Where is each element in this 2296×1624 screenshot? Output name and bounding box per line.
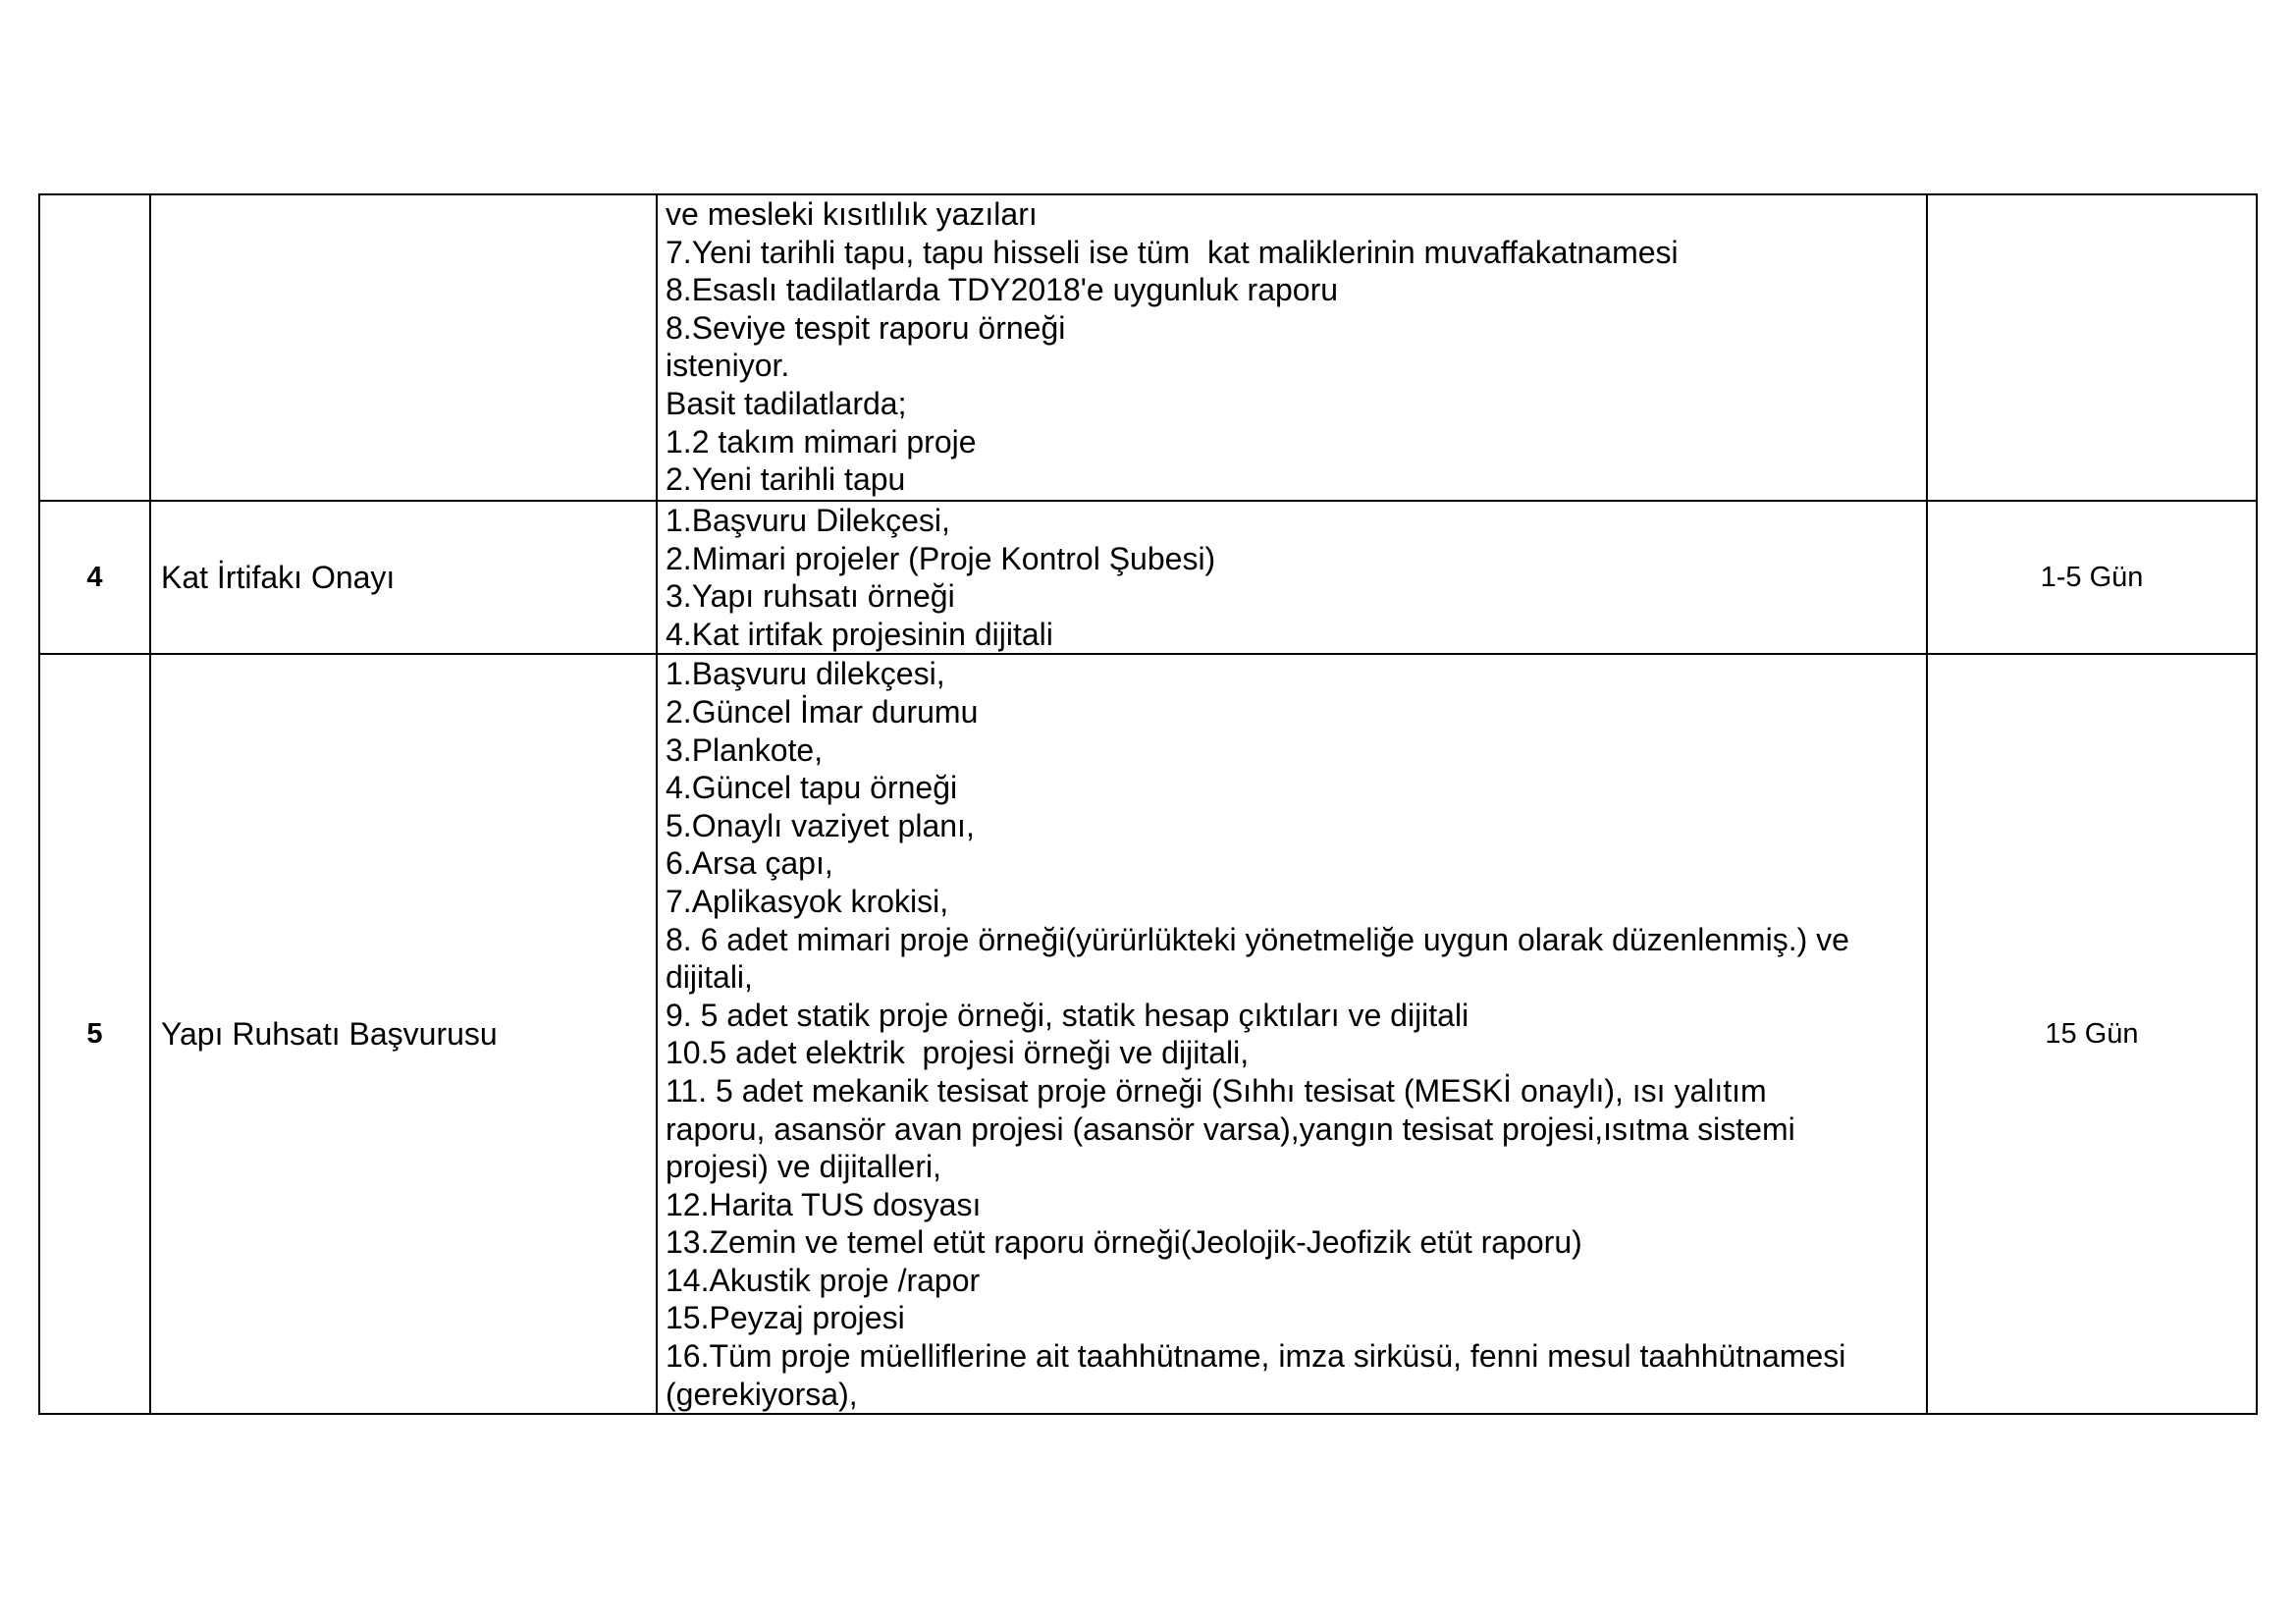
document-line: projesi) ve dijitalleri, xyxy=(666,1149,941,1185)
document-line: 2.Yeni tarihli tapu xyxy=(666,461,906,498)
document-line: 1.2 takım mimari proje xyxy=(666,423,977,460)
document-line: 6.Arsa çapı, xyxy=(666,845,833,882)
document-line: 13.Zemin ve temel etüt raporu örneği(Jeolojik-Jeofizik etüt raporu) xyxy=(666,1224,1582,1261)
row-number-cell: 4 xyxy=(39,501,150,654)
table-row xyxy=(39,501,2257,654)
document-line: 8. 6 adet mimari proje örneği(yürürlükteki yönetmeliğe uygun olarak düzenlenmiş.) ve xyxy=(666,921,1849,957)
document-line: 1.Başvuru Dilekçesi, xyxy=(666,503,950,538)
completion-time-cell: 1-5 Gün xyxy=(1927,501,2257,654)
row-number-cell xyxy=(39,194,150,501)
document-line: Basit tadilatlarda; xyxy=(666,385,907,421)
document-line: 8.Esaslı tadilatlarda TDY2018'e uygunluk raporu xyxy=(666,272,1339,308)
document-line: 4.Kat irtifak projesinin dijitali xyxy=(666,616,1053,652)
document-line: 10.5 adet elektrik projesi örneği ve dijitali, xyxy=(666,1035,1250,1071)
required-documents-cell xyxy=(657,501,1927,654)
service-name-cell xyxy=(150,194,657,501)
document-line: (gerekiyorsa), xyxy=(666,1376,858,1412)
document-line: 12.Harita TUS dosyası xyxy=(666,1186,982,1222)
service-name-cell: Kat İrtifakı Onayı xyxy=(150,501,657,654)
completion-time-cell xyxy=(1927,194,2257,501)
document-line: 2.Güncel İmar durumu xyxy=(666,693,979,730)
document-line: 7.Aplikasyok krokisi, xyxy=(666,883,949,919)
document-line: dijitali, xyxy=(666,959,753,996)
document-line: 3.Yapı ruhsatı örneği xyxy=(666,578,955,615)
document-line: 4.Güncel tapu örneği xyxy=(666,770,958,806)
table-row xyxy=(39,194,2257,501)
document-line: 3.Plankote, xyxy=(666,731,824,768)
document-line: 16.Tüm proje müelliflerine ait taahhütname, imza sirküsü, fenni mesul taahhütnamesi xyxy=(666,1338,1846,1375)
document-line: raporu, asansör avan projesi (asansör varsa),yangın tesisat projesi,ısıtma sistemi xyxy=(666,1110,1795,1147)
document-line: 8.Seviye tespit raporu örneği xyxy=(666,309,1066,346)
required-documents-cell xyxy=(657,654,1927,1414)
document-line: 7.Yeni tarihli tapu, tapu hisseli ise tüm kat maliklerinin muvaffakatnamesi xyxy=(666,234,1679,270)
required-documents-cell xyxy=(657,194,1927,501)
document-line: 1.Başvuru dilekçesi, xyxy=(666,656,945,692)
document-line: 5.Onaylı vaziyet planı, xyxy=(666,807,975,843)
row-number-cell: 5 xyxy=(39,654,150,1414)
document-line: 15.Peyzaj projesi xyxy=(666,1300,905,1336)
table-row xyxy=(39,654,2257,1414)
document-line: 9. 5 adet statik proje örneği, statik hesap çıktıları ve dijitali xyxy=(666,997,1469,1033)
document-line: 14.Akustik proje /rapor xyxy=(666,1262,981,1298)
document-line: 11. 5 adet mekanik tesisat proje örneği (Sıhhı tesisat (MESKİ onaylı), ısı yalıtım xyxy=(666,1072,1767,1109)
completion-time-cell: 15 Gün xyxy=(1927,654,2257,1414)
document-line: ve mesleki kısıtlılık yazıları xyxy=(666,196,1038,232)
requirements-table xyxy=(38,193,2258,1415)
document-line: 2.Mimari projeler (Proje Kontrol Şubesi) xyxy=(666,540,1216,576)
service-name-cell: Yapı Ruhsatı Başvurusu xyxy=(150,654,657,1414)
document-line: isteniyor. xyxy=(666,348,790,384)
